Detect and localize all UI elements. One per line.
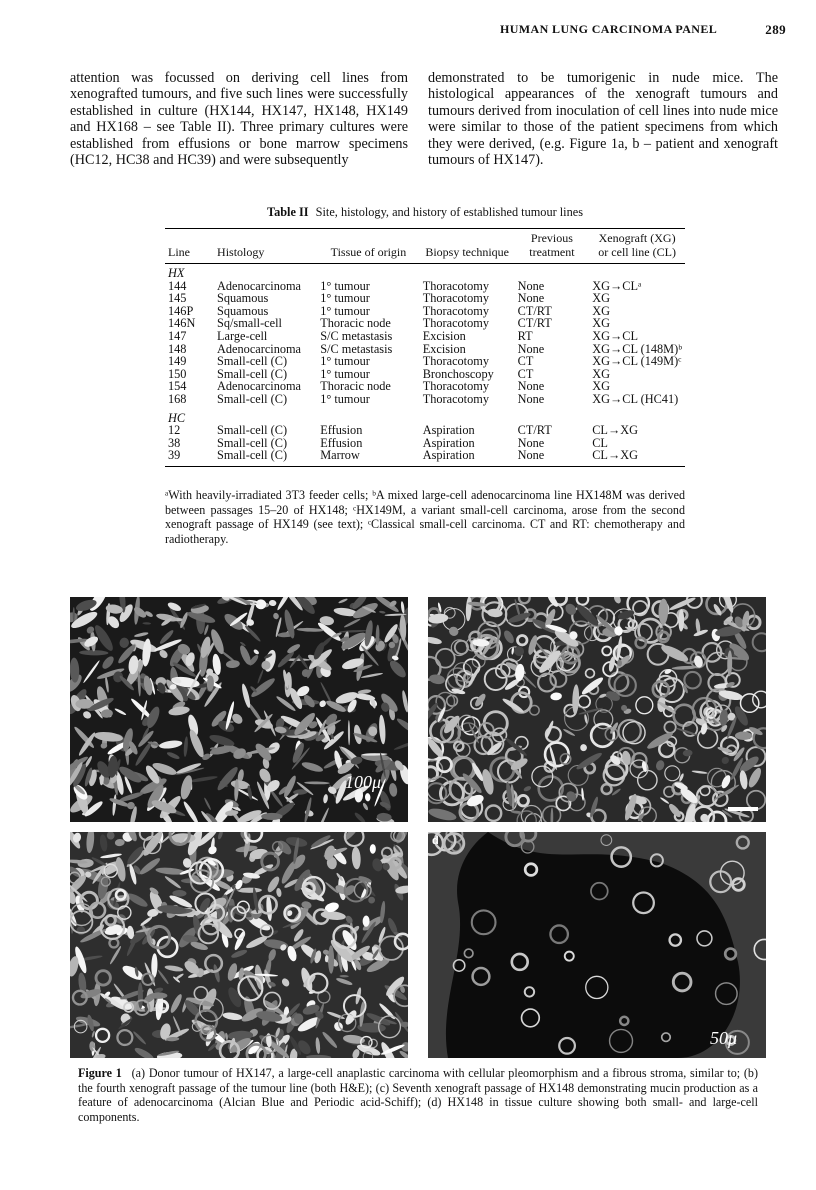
table-cell: Squamous xyxy=(217,291,269,306)
data-table xyxy=(165,228,685,467)
column-header: Line xyxy=(168,245,190,259)
table-cell: Thoracotomy xyxy=(422,379,489,394)
table-cell: XG xyxy=(592,291,610,306)
table-cell: Small-cell (C) xyxy=(217,391,288,406)
table-cell: 154 xyxy=(168,379,187,394)
table-footnote: ᵃWith heavily-irradiated 3T3 feeder cells; ᵇA mixed large-cell adenocarcinoma line HX148M was derived between passages 15–20 of HX148; ᶜHX149M, a variant small-cell carcinoma, arose from the second xenograft passage of HX149 (see text); ᶜClassical small-cell carcinoma. CT and RT: chemotherapy and radiotherapy. xyxy=(165,488,685,546)
figure-caption-text: (a) Donor tumour of HX147, a large-cell anaplastic carcinoma with cellular pleomorphism and a fibrous stroma, similar to; (b) the fourth xenograft passage of the tumour line (both H&E); (c) Seventh xenograft passage of HX148 demonstrating mucin production as a feature of adenocarcinoma (Alcian Blue and Periodic acid-Schiff); (d) HX148 in tissue culture showing both small- and large-cell components. xyxy=(78,1066,758,1124)
table-cell: CT/RT xyxy=(517,316,552,331)
column-header: Previous treatment xyxy=(529,231,575,259)
table-cell: 146P xyxy=(168,303,194,318)
micrograph-d xyxy=(428,832,766,1058)
body-column-right xyxy=(428,70,778,168)
scale-label: 100μ xyxy=(345,772,382,792)
column-header: Biopsy technique xyxy=(425,245,509,259)
table-row xyxy=(165,355,685,368)
table-cell: CT xyxy=(517,354,534,369)
table-cell: Thoracotomy xyxy=(422,303,489,318)
table-cell: Thoracotomy xyxy=(422,316,489,331)
table-cell: Adenocarcinoma xyxy=(217,341,302,356)
table-cell: None xyxy=(517,391,545,406)
table-cell: 168 xyxy=(168,391,187,406)
table-cell: 39 xyxy=(168,448,181,463)
running-title: HUMAN LUNG CARCINOMA PANEL xyxy=(500,22,718,36)
table-cell: Excision xyxy=(422,328,466,343)
table-cell: Thoracotomy xyxy=(422,391,489,406)
table-cell: 148 xyxy=(168,341,187,356)
table-row xyxy=(165,292,685,305)
table-cell: 1° tumour xyxy=(320,278,370,293)
table-cell: CL xyxy=(592,435,608,450)
table-cell: Thoracotomy xyxy=(422,354,489,369)
table-section-row xyxy=(165,406,685,425)
column-header: Tissue of origin xyxy=(330,245,407,259)
table-cell: S/C metastasis xyxy=(320,341,393,356)
table-cell: XG xyxy=(592,379,610,394)
table-cell: 1° tumour xyxy=(320,291,370,306)
table-caption-text: Site, histology, and history of established tumour lines xyxy=(315,205,583,219)
table-label: Table II xyxy=(267,205,309,219)
table-cell: CT/RT xyxy=(517,423,552,438)
figure-label: Figure 1 xyxy=(78,1066,122,1080)
table-cell: 149 xyxy=(168,354,187,369)
figure-panel-d xyxy=(428,832,766,1058)
table-cell: 147 xyxy=(168,328,187,343)
table-row xyxy=(165,449,685,466)
table-cell: CT xyxy=(517,366,534,381)
table-cell: Squamous xyxy=(217,303,269,318)
table-cell: 145 xyxy=(168,291,187,306)
table-cell: XG→CL (149M)ᶜ xyxy=(592,354,682,369)
micrograph-b xyxy=(428,597,766,822)
table-cell: XG xyxy=(592,366,610,381)
table-cell: 12 xyxy=(168,423,181,438)
table-cell: XG xyxy=(592,316,610,331)
section-label: HC xyxy=(168,410,186,425)
table-section-row xyxy=(165,264,685,280)
table-cell: Aspiration xyxy=(422,448,475,463)
table-cell: 1° tumour xyxy=(320,354,370,369)
table-cell: Marrow xyxy=(320,448,360,463)
table-cell: 150 xyxy=(168,366,187,381)
table-cell: CT/RT xyxy=(517,303,552,318)
table-cell: Thoracotomy xyxy=(422,278,489,293)
table-cell: Thoracic node xyxy=(320,316,391,331)
table-cell: None xyxy=(517,435,545,450)
scale-label: 50μ xyxy=(710,1028,738,1048)
table-cell: Excision xyxy=(422,341,466,356)
table-cell: XG→CL (HC41) xyxy=(592,391,679,406)
table-cell: 1° tumour xyxy=(320,303,370,318)
table-cell: Sq/small-cell xyxy=(217,316,282,331)
table-cell: Thoracic node xyxy=(320,379,391,394)
table-cell: Large-cell xyxy=(217,328,268,343)
table-cell: Bronchoscopy xyxy=(422,366,494,381)
table-caption xyxy=(165,205,685,220)
table-cell: Adenocarcinoma xyxy=(217,278,302,293)
table-cell: 38 xyxy=(168,435,181,450)
table-cell: Small-cell (C) xyxy=(217,423,288,438)
table-row xyxy=(165,393,685,406)
table-cell: None xyxy=(517,291,545,306)
figure-panel-c xyxy=(70,832,408,1058)
table-cell: CL→XG xyxy=(592,423,639,438)
figure-panel-b xyxy=(428,597,766,822)
table-cell: Effusion xyxy=(320,423,363,438)
figure-panel-a xyxy=(70,597,408,822)
table-cell: RT xyxy=(517,328,533,343)
micrograph-c xyxy=(70,832,408,1058)
table-cell: Small-cell (C) xyxy=(217,354,288,369)
table-cell: CL→XG xyxy=(592,448,639,463)
table-cell: Adenocarcinoma xyxy=(217,379,302,394)
table-cell: Small-cell (C) xyxy=(217,435,288,450)
body-paragraph: demonstrated to be tumorigenic in nude mice. The histological appearances of the xenograft tumours and tumours derived from inoculation of cell lines into nude mice were similar to those of the patient specimens from which they were derived, (e.g. Figure 1a, b – patient and xenograft tumours of HX147). xyxy=(428,70,778,169)
table-cell: XG→CLᵃ xyxy=(592,278,642,293)
column-header: Histology xyxy=(217,245,265,259)
table-cell: None xyxy=(517,278,545,293)
table-cell: 1° tumour xyxy=(320,366,370,381)
table-cell: 144 xyxy=(168,278,187,293)
table-cell: 146N xyxy=(168,316,196,331)
table-cell: S/C metastasis xyxy=(320,328,393,343)
table-cell: 1° tumour xyxy=(320,391,370,406)
table-cell: None xyxy=(517,341,545,356)
table-cell: Small-cell (C) xyxy=(217,366,288,381)
table-cell: None xyxy=(517,379,545,394)
panel-letter: d xyxy=(432,835,439,847)
table-cell: Aspiration xyxy=(422,423,475,438)
column-header: Xenograft (XG) or cell line (CL) xyxy=(598,231,676,259)
section-label: HX xyxy=(168,266,185,280)
table-cell: Aspiration xyxy=(422,435,475,450)
table-cell: XG→CL xyxy=(592,328,639,343)
table-cell: Thoracotomy xyxy=(422,291,489,306)
table-cell: Effusion xyxy=(320,435,363,450)
scale-bar xyxy=(728,807,758,811)
table-cell: XG xyxy=(592,303,610,318)
body-column-left xyxy=(70,70,408,168)
texture-mark xyxy=(294,1013,303,1024)
body-paragraph: attention was focussed on deriving cell lines from xenografted tumours, and five such lines were successfully established in culture (HX144, HX147, HX148, HX149 and HX168 – see Table II). Three primary cultures were established from effusions or bone marrow specimens (HC12, HC38 and HC39) and were subsequently xyxy=(70,70,408,169)
table-cell: XG→CL (148M)ᵇ xyxy=(592,341,682,356)
figure-caption xyxy=(78,1066,758,1124)
table-cell: Small-cell (C) xyxy=(217,448,288,463)
table-row xyxy=(165,424,685,437)
table-header-row xyxy=(165,229,685,264)
table-cell: None xyxy=(517,448,545,463)
page-number: 289 xyxy=(765,22,786,37)
table-row xyxy=(165,330,685,343)
table-ii xyxy=(165,205,685,467)
